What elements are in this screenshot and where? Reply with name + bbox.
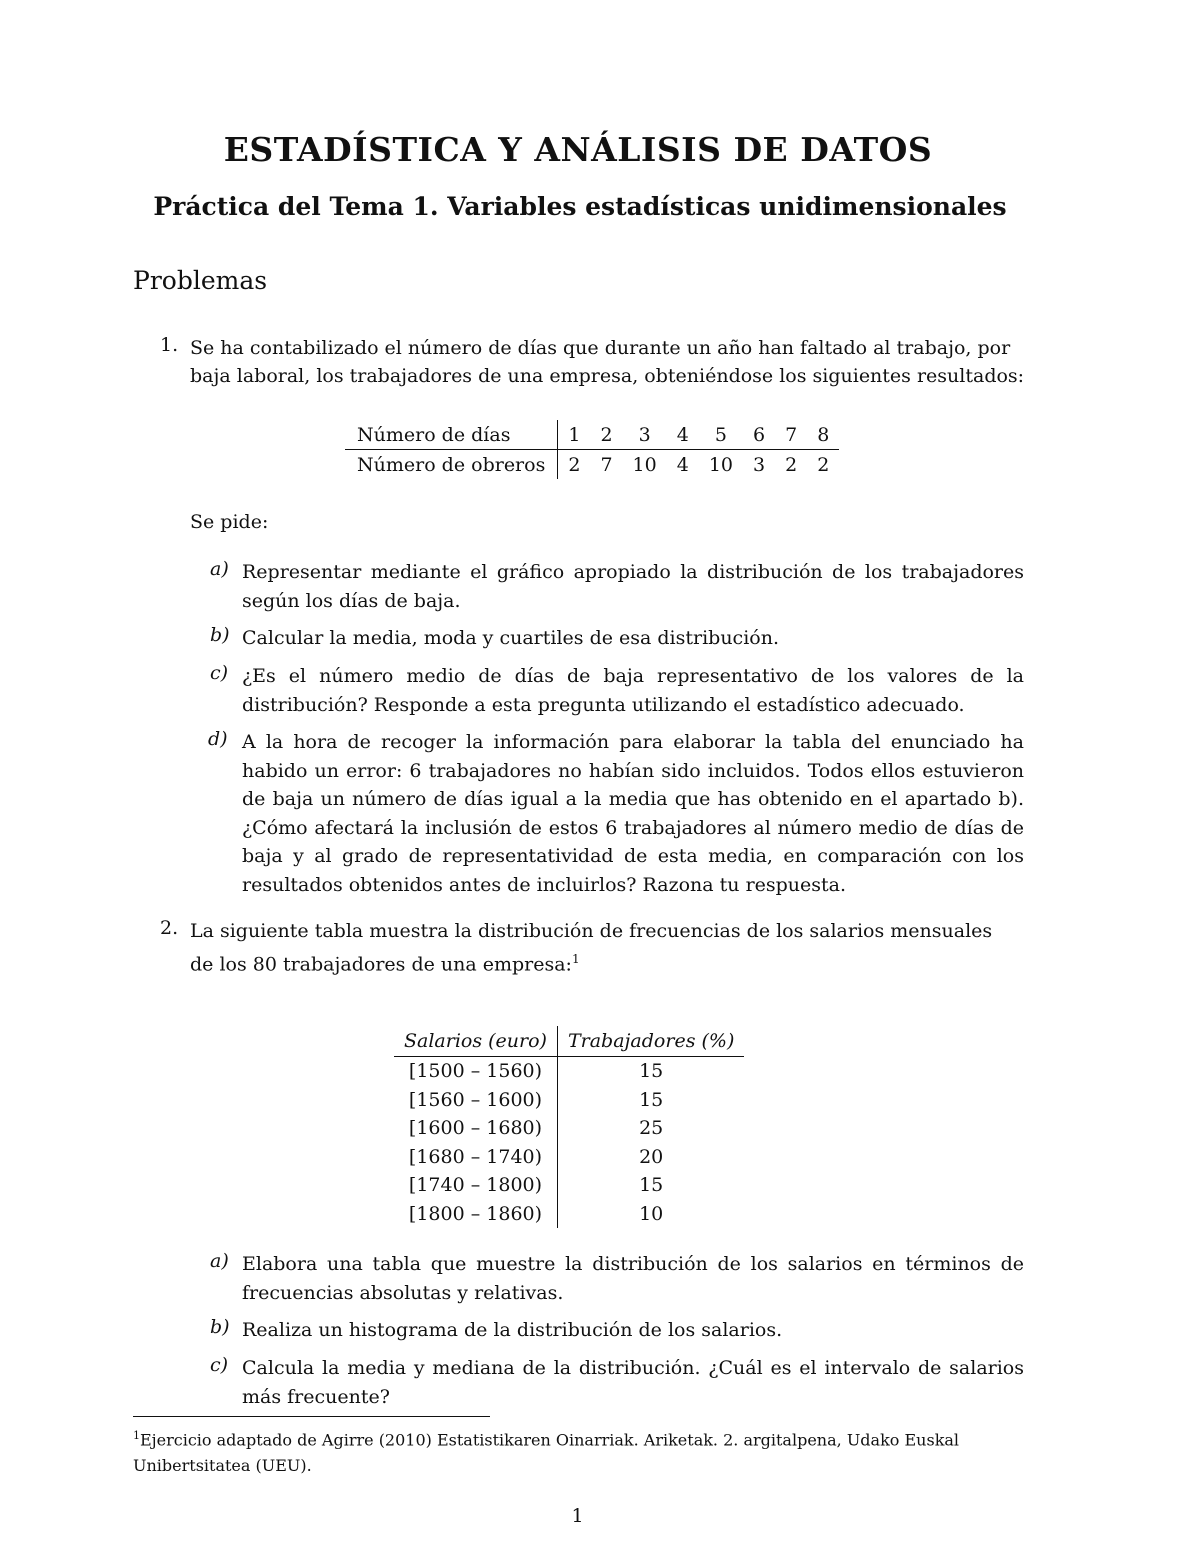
- percentage-cell: 15: [639, 1060, 664, 1083]
- table-row: [394, 1086, 744, 1115]
- item-text: Elabora una tabla que muestre la distribución de los salarios en términos de frecuencias absolutas y relativas.: [242, 1253, 1024, 1304]
- table-cell: 1: [558, 420, 591, 450]
- table-cell: 10: [708, 453, 733, 476]
- salary-range-cell: [1740 – 1800): [394, 1171, 557, 1200]
- column-header-workers: Trabajadores (%): [557, 1026, 744, 1057]
- item-letter: d): [208, 728, 228, 750]
- problem-2-line-2-text: de los 80 trabajadores de una empresa:: [190, 953, 572, 976]
- item-text: Realiza un histograma de la distribución de los salarios.: [242, 1319, 783, 1341]
- item-text: Calcula la media y mediana de la distribución. ¿Cuál es el intervalo de salarios más frecuente?: [242, 1357, 1024, 1408]
- salary-range-cell: [1500 – 1560): [394, 1057, 557, 1086]
- item-letter: a): [210, 1250, 229, 1272]
- problem-1-number: 1.: [160, 334, 179, 356]
- item-text: A la hora de recoger la información para elaborar la tabla del enunciado ha habido un error: 6 trabajadores no habían sido incluidos. Todos ellos estuvieron de baja un número de días igual a la media que has obtenido en el apartado b). ¿Cómo afectará la inclusión de estos 6 trabajadores al número medio de días de baja y al grado de representatividad de esta media, en comparación con los resultados obtenidos antes de incluirlos? Razona tu respuesta.: [242, 731, 1024, 896]
- salary-range-cell: [1560 – 1600): [394, 1086, 557, 1115]
- column-header-salary: Salarios (euro): [394, 1026, 557, 1057]
- problem-1-line-1: Se ha contabilizado el número de días que durante un año han faltado al trabajo, por: [190, 337, 1011, 359]
- table-cell: 3: [623, 420, 667, 450]
- item-letter: a): [210, 558, 229, 580]
- table-cell: 4: [676, 453, 689, 476]
- footnote-mark: 1: [133, 1429, 140, 1442]
- item-letter: b): [210, 624, 230, 646]
- table-header-row: [394, 1026, 744, 1057]
- problem-1-line-2: baja laboral, los trabajadores de una empresa, obteniéndose los siguientes resultados:: [190, 365, 1025, 387]
- salary-range-cell: [1800 – 1860): [394, 1200, 557, 1229]
- item-text: ¿Es el número medio de días de baja representativo de los valores de la distribución? Responde a esta pregunta utilizando el estadístico adecuado.: [242, 665, 1024, 716]
- percentage-cell: 15: [639, 1088, 664, 1111]
- item-text: Calcular la media, moda y cuartiles de esa distribución.: [242, 627, 779, 649]
- percentage-cell: 15: [639, 1174, 664, 1197]
- salary-table: [394, 1026, 744, 1228]
- row-label-workers: Número de obreros: [345, 450, 558, 480]
- table-row: [394, 1143, 744, 1172]
- table-cell: 2: [785, 453, 798, 476]
- section-heading: Problemas: [133, 266, 268, 295]
- table-cell: 10: [632, 453, 657, 476]
- footnote-text: Ejercicio adaptado de Agirre (2010) Estatistikaren Oinarriak. Ariketak. 2. argitalpena, Udako Euskal Unibertsitatea (UEU).: [133, 1430, 960, 1476]
- table-row: [394, 1171, 744, 1200]
- table-row: [394, 1200, 744, 1229]
- salary-range-cell: [1680 – 1740): [394, 1143, 557, 1172]
- table-cell: 4: [667, 420, 699, 450]
- percentage-cell: 20: [639, 1145, 664, 1168]
- table-row: [394, 1057, 744, 1086]
- table-cell: 3: [753, 453, 766, 476]
- item-letter: c): [210, 1354, 229, 1376]
- table-cell: 5: [699, 420, 743, 450]
- days-table: [345, 420, 839, 479]
- table-row: [345, 420, 839, 450]
- problem-2-line-1: La siguiente tabla muestra la distribución de frecuencias de los salarios mensuales: [190, 920, 993, 942]
- footnote: [133, 1423, 1023, 1479]
- table-cell: 6: [743, 420, 775, 450]
- se-pide-label: Se pide:: [190, 511, 269, 533]
- percentage-cell: 10: [639, 1202, 664, 1225]
- percentage-cell: 25: [639, 1117, 664, 1140]
- table-row: [345, 450, 839, 480]
- table-cell: 2: [590, 420, 622, 450]
- item-letter: b): [210, 1316, 230, 1338]
- page-number: 1: [571, 1505, 584, 1527]
- footnote-rule: [133, 1416, 490, 1417]
- row-label-days: Número de días: [345, 420, 558, 450]
- table-row: [394, 1114, 744, 1143]
- table-cell: 2: [568, 453, 581, 476]
- table-cell: 2: [817, 453, 830, 476]
- footnote-reference: 1: [571, 952, 580, 966]
- table-cell: 8: [807, 420, 839, 450]
- problem-2-line-2: [190, 945, 580, 979]
- item-letter: c): [210, 662, 229, 684]
- table-cell: 7: [775, 420, 807, 450]
- problem-2-number: 2.: [160, 917, 179, 939]
- item-text: Representar mediante el gráfico apropiado la distribución de los trabajadores según los días de baja.: [242, 561, 1024, 612]
- document-title: ESTADÍSTICA Y ANÁLISIS DE DATOS: [223, 130, 933, 169]
- document-subtitle: Práctica del Tema 1. Variables estadísticas unidimensionales: [153, 192, 1007, 221]
- salary-range-cell: [1600 – 1680): [394, 1114, 557, 1143]
- table-cell: 7: [600, 453, 613, 476]
